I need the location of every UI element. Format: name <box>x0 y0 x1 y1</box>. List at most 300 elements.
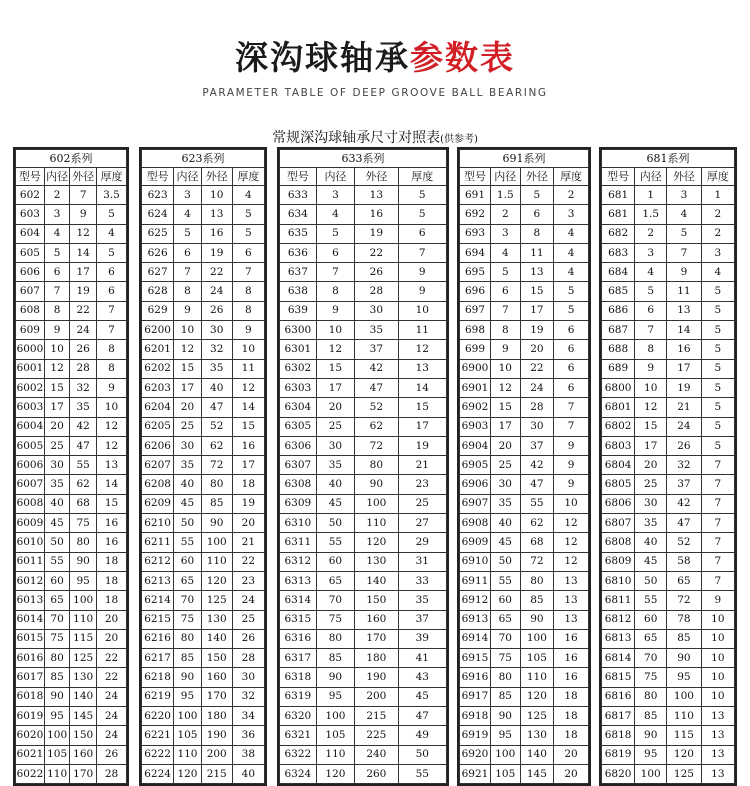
table-cell: 17 <box>174 378 201 397</box>
table-cell: 22 <box>70 301 97 320</box>
table-cell: 5 <box>701 359 734 378</box>
table-cell: 5 <box>490 263 520 282</box>
table-cell: 55 <box>490 571 520 590</box>
table-cell: 623 <box>142 186 174 205</box>
table-cell: 12 <box>635 398 667 417</box>
table-cell: 5 <box>174 224 201 243</box>
table-cell: 11 <box>520 243 554 262</box>
table-cell: 694 <box>460 243 491 262</box>
table-cell: 6814 <box>602 649 635 668</box>
table-cell: 688 <box>602 340 635 359</box>
table-cell: 35 <box>316 456 354 475</box>
table-row <box>460 378 589 397</box>
table-row <box>460 301 589 320</box>
table-cell: 6 <box>97 263 127 282</box>
table-cell: 6011 <box>16 552 45 571</box>
table-cell: 18 <box>554 726 589 745</box>
table-row <box>16 417 127 436</box>
table-cell: 13 <box>554 571 589 590</box>
column-header: 外径 <box>520 168 554 186</box>
table-cell: 9 <box>554 475 589 494</box>
table-cell: 24 <box>232 591 264 610</box>
table-cell: 5 <box>232 205 264 224</box>
table-row <box>142 205 265 224</box>
column-header: 外径 <box>70 168 97 186</box>
table-row <box>460 726 589 745</box>
table-row <box>280 745 447 764</box>
table-cell: 4 <box>635 263 667 282</box>
table-cell: 140 <box>355 571 398 590</box>
table-cell: 8 <box>174 282 201 301</box>
table-row <box>280 629 447 648</box>
table-cell: 47 <box>201 398 232 417</box>
table-cell: 6020 <box>16 726 45 745</box>
table-cell: 85 <box>490 687 520 706</box>
table-cell: 85 <box>316 649 354 668</box>
table-cell: 75 <box>174 610 201 629</box>
table-cell: 4 <box>490 243 520 262</box>
table-cell: 22 <box>97 649 127 668</box>
table-cell: 14 <box>97 475 127 494</box>
table-row <box>602 243 735 262</box>
table-cell: 684 <box>602 263 635 282</box>
table-cell: 35 <box>174 456 201 475</box>
table-cell: 120 <box>201 571 232 590</box>
table-cell: 70 <box>44 610 70 629</box>
table-cell: 95 <box>44 707 70 726</box>
table-row <box>142 514 265 533</box>
table-cell: 6012 <box>16 571 45 590</box>
table-cell: 6204 <box>142 398 174 417</box>
table-cell: 12 <box>70 224 97 243</box>
table-cell: 3 <box>490 224 520 243</box>
table-cell: 12 <box>398 340 446 359</box>
table-cell: 6319 <box>280 687 317 706</box>
table-cell: 75 <box>44 629 70 648</box>
table-row <box>460 224 589 243</box>
table-cell: 12 <box>232 378 264 397</box>
table-cell: 85 <box>174 649 201 668</box>
table-cell: 52 <box>355 398 398 417</box>
table-row <box>280 224 447 243</box>
table-cell: 7 <box>232 263 264 282</box>
table-cell: 635 <box>280 224 317 243</box>
table-row <box>602 707 735 726</box>
table-cell: 6205 <box>142 417 174 436</box>
table-cell: 55 <box>174 533 201 552</box>
table-cell: 3 <box>554 205 589 224</box>
table-cell: 17 <box>316 378 354 397</box>
table-row <box>602 224 735 243</box>
table-cell: 45 <box>398 687 446 706</box>
table-cell: 55 <box>635 591 667 610</box>
table-row <box>142 301 265 320</box>
table-cell: 90 <box>44 687 70 706</box>
table-cell: 45 <box>174 494 201 513</box>
table-cell: 9 <box>635 359 667 378</box>
table-cell: 6802 <box>602 417 635 436</box>
table-cell: 110 <box>70 610 97 629</box>
table-cell: 41 <box>398 649 446 668</box>
table-cell: 638 <box>280 282 317 301</box>
table-cell: 6002 <box>16 378 45 397</box>
table-cell: 13 <box>701 764 734 783</box>
table-cell: 6209 <box>142 494 174 513</box>
series-table-1 <box>13 147 129 786</box>
table-cell: 90 <box>520 610 554 629</box>
table-row <box>142 571 265 590</box>
bearing-table <box>15 149 127 784</box>
table-cell: 100 <box>316 707 354 726</box>
table-cell: 6915 <box>460 649 491 668</box>
table-cell: 15 <box>316 359 354 378</box>
table-cell: 628 <box>142 282 174 301</box>
table-cell: 12 <box>554 533 589 552</box>
table-cell: 6005 <box>16 436 45 455</box>
table-row <box>602 186 735 205</box>
table-cell: 90 <box>174 668 201 687</box>
table-cell: 5 <box>97 243 127 262</box>
table-cell: 6307 <box>280 456 317 475</box>
table-cell: 47 <box>70 436 97 455</box>
table-cell: 5 <box>554 282 589 301</box>
table-cell: 20 <box>97 610 127 629</box>
table-cell: 6803 <box>602 436 635 455</box>
table-cell: 6224 <box>142 764 174 783</box>
table-row <box>602 494 735 513</box>
table-cell: 38 <box>232 745 264 764</box>
series-name: 681系列 <box>602 150 735 168</box>
table-cell: 16 <box>554 629 589 648</box>
table-cell: 6218 <box>142 668 174 687</box>
table-cell: 90 <box>635 726 667 745</box>
table-cell: 15 <box>97 494 127 513</box>
table-cell: 140 <box>520 745 554 764</box>
table-cell: 120 <box>316 764 354 783</box>
table-cell: 24 <box>70 321 97 340</box>
table-cell: 4 <box>554 263 589 282</box>
series-table-4 <box>457 147 591 786</box>
table-row <box>16 707 127 726</box>
table-cell: 11 <box>232 359 264 378</box>
table-row <box>16 359 127 378</box>
table-cell: 33 <box>398 571 446 590</box>
table-cell: 6211 <box>142 533 174 552</box>
table-cell: 13 <box>97 456 127 475</box>
table-row <box>602 282 735 301</box>
table-cell: 22 <box>232 552 264 571</box>
table-row <box>16 571 127 590</box>
table-cell: 7 <box>701 552 734 571</box>
table-cell: 20 <box>554 764 589 783</box>
table-cell: 35 <box>355 321 398 340</box>
table-cell: 37 <box>398 610 446 629</box>
table-cell: 5 <box>701 340 734 359</box>
table-cell: 58 <box>667 552 702 571</box>
table-cell: 6203 <box>142 378 174 397</box>
table-cell: 40 <box>201 378 232 397</box>
table-cell: 85 <box>520 591 554 610</box>
table-cell: 10 <box>490 359 520 378</box>
table-cell: 17 <box>232 456 264 475</box>
table-cell: 9 <box>667 263 702 282</box>
table-cell: 45 <box>44 514 70 533</box>
table-cell: 19 <box>201 243 232 262</box>
table-row <box>16 282 127 301</box>
table-row <box>16 629 127 648</box>
table-cell: 17 <box>398 417 446 436</box>
table-cell: 6908 <box>460 514 491 533</box>
table-cell: 685 <box>602 282 635 301</box>
table-cell: 55 <box>44 552 70 571</box>
table-cell: 15 <box>490 398 520 417</box>
table-cell: 24 <box>201 282 232 301</box>
table-row <box>16 456 127 475</box>
table-cell: 160 <box>70 745 97 764</box>
table-cell: 40 <box>316 475 354 494</box>
table-cell: 13 <box>701 707 734 726</box>
table-cell: 6214 <box>142 591 174 610</box>
table-cell: 13 <box>554 591 589 610</box>
table-cell: 8 <box>520 224 554 243</box>
table-row <box>16 398 127 417</box>
table-cell: 6800 <box>602 378 635 397</box>
table-row <box>460 533 589 552</box>
table-cell: 6901 <box>460 378 491 397</box>
table-cell: 85 <box>667 629 702 648</box>
table-cell: 80 <box>201 475 232 494</box>
table-cell: 6 <box>174 243 201 262</box>
table-row <box>602 668 735 687</box>
table-cell: 32 <box>70 378 97 397</box>
table-cell: 637 <box>280 263 317 282</box>
table-row <box>602 649 735 668</box>
table-cell: 95 <box>635 745 667 764</box>
table-cell: 35 <box>490 494 520 513</box>
table-cell: 85 <box>44 668 70 687</box>
table-cell: 80 <box>70 533 97 552</box>
table-cell: 65 <box>635 629 667 648</box>
series-name: 602系列 <box>16 150 127 168</box>
table-row <box>142 668 265 687</box>
bearing-table <box>141 149 265 784</box>
table-cell: 37 <box>520 436 554 455</box>
table-cell: 6 <box>398 224 446 243</box>
table-cell: 6810 <box>602 571 635 590</box>
table-row <box>280 359 447 378</box>
table-cell: 6322 <box>280 745 317 764</box>
table-cell: 693 <box>460 224 491 243</box>
table-cell: 7 <box>667 243 702 262</box>
table-cell: 50 <box>398 745 446 764</box>
table-cell: 6210 <box>142 514 174 533</box>
table-cell: 7 <box>701 456 734 475</box>
table-cell: 609 <box>16 321 45 340</box>
table-cell: 19 <box>355 224 398 243</box>
table-cell: 42 <box>667 494 702 513</box>
table-cell: 100 <box>44 726 70 745</box>
table-cell: 49 <box>398 726 446 745</box>
table-cell: 6913 <box>460 610 491 629</box>
table-cell: 6007 <box>16 475 45 494</box>
table-cell: 6222 <box>142 745 174 764</box>
table-cell: 22 <box>520 359 554 378</box>
table-cell: 6300 <box>280 321 317 340</box>
table-cell: 7 <box>70 186 97 205</box>
table-cell: 50 <box>490 552 520 571</box>
table-cell: 10 <box>635 378 667 397</box>
table-cell: 15 <box>398 398 446 417</box>
table-cell: 42 <box>520 456 554 475</box>
table-row <box>16 649 127 668</box>
table-row <box>460 398 589 417</box>
table-cell: 6916 <box>460 668 491 687</box>
column-header: 厚度 <box>701 168 734 186</box>
table-cell: 115 <box>70 629 97 648</box>
table-cell: 18 <box>554 707 589 726</box>
table-cell: 45 <box>635 552 667 571</box>
table-row <box>460 243 589 262</box>
series-table-3 <box>277 147 449 786</box>
table-cell: 10 <box>201 186 232 205</box>
table-cell: 150 <box>201 649 232 668</box>
table-cell: 13 <box>398 359 446 378</box>
table-cell: 6813 <box>602 629 635 648</box>
table-cell: 605 <box>16 243 45 262</box>
table-cell: 6014 <box>16 610 45 629</box>
table-cell: 6911 <box>460 571 491 590</box>
table-row <box>280 417 447 436</box>
table-cell: 110 <box>355 514 398 533</box>
table-cell: 12 <box>554 514 589 533</box>
table-row <box>280 764 447 783</box>
table-cell: 30 <box>232 668 264 687</box>
table-cell: 6 <box>554 359 589 378</box>
table-cell: 13 <box>520 263 554 282</box>
table-cell: 28 <box>70 359 97 378</box>
page-title-accent: 参数表 <box>410 38 515 77</box>
table-cell: 6807 <box>602 514 635 533</box>
table-cell: 6306 <box>280 436 317 455</box>
table-cell: 7 <box>635 321 667 340</box>
table-cell: 15 <box>635 417 667 436</box>
table-cell: 627 <box>142 263 174 282</box>
table-row <box>602 514 735 533</box>
table-row <box>142 263 265 282</box>
table-cell: 140 <box>201 629 232 648</box>
table-cell: 8 <box>232 301 264 320</box>
table-cell: 608 <box>16 301 45 320</box>
table-row <box>142 629 265 648</box>
table-cell: 95 <box>490 726 520 745</box>
table-cell: 6212 <box>142 552 174 571</box>
table-cell: 13 <box>554 610 589 629</box>
table-cell: 30 <box>316 436 354 455</box>
column-header: 外径 <box>201 168 232 186</box>
table-cell: 125 <box>70 649 97 668</box>
table-cell: 7 <box>97 301 127 320</box>
table-cell: 4 <box>174 205 201 224</box>
table-cell: 3 <box>701 243 734 262</box>
series-table-5 <box>599 147 737 786</box>
table-row <box>602 378 735 397</box>
table-cell: 19 <box>70 282 97 301</box>
table-cell: 696 <box>460 282 491 301</box>
table-cell: 120 <box>520 687 554 706</box>
table-cell: 150 <box>355 591 398 610</box>
table-cell: 6 <box>44 263 70 282</box>
series-name: 623系列 <box>142 150 265 168</box>
table-cell: 9 <box>232 321 264 340</box>
table-cell: 16 <box>232 436 264 455</box>
table-cell: 3 <box>174 186 201 205</box>
table-cell: 6309 <box>280 494 317 513</box>
table-row <box>602 571 735 590</box>
table-cell: 20 <box>554 745 589 764</box>
column-header: 型号 <box>460 168 491 186</box>
table-cell: 6 <box>232 243 264 262</box>
table-cell: 607 <box>16 282 45 301</box>
table-cell: 75 <box>635 668 667 687</box>
table-cell: 80 <box>520 571 554 590</box>
table-cell: 105 <box>316 726 354 745</box>
table-row <box>142 610 265 629</box>
table-cell: 22 <box>97 668 127 687</box>
table-cell: 2 <box>554 186 589 205</box>
table-cell: 5 <box>701 301 734 320</box>
table-cell: 17 <box>667 359 702 378</box>
bearing-table <box>459 149 589 784</box>
table-cell: 6015 <box>16 629 45 648</box>
table-cell: 10 <box>316 321 354 340</box>
table-row <box>460 571 589 590</box>
table-cell: 43 <box>398 668 446 687</box>
table-row <box>602 552 735 571</box>
table-row <box>142 726 265 745</box>
table-cell: 6808 <box>602 533 635 552</box>
table-cell: 6801 <box>602 398 635 417</box>
table-cell: 100 <box>174 707 201 726</box>
table-cell: 35 <box>398 591 446 610</box>
table-row <box>602 321 735 340</box>
table-cell: 30 <box>201 321 232 340</box>
table-row <box>142 745 265 764</box>
table-cell: 55 <box>70 456 97 475</box>
table-cell: 8 <box>97 340 127 359</box>
table-cell: 200 <box>355 687 398 706</box>
table-cell: 55 <box>520 494 554 513</box>
table-cell: 85 <box>635 707 667 726</box>
table-cell: 6816 <box>602 687 635 706</box>
table-row <box>280 243 447 262</box>
table-cell: 190 <box>201 726 232 745</box>
table-row <box>16 224 127 243</box>
table-title-note: (供参考) <box>440 134 478 145</box>
table-row <box>16 301 127 320</box>
table-row <box>460 591 589 610</box>
table-cell: 1 <box>701 186 734 205</box>
table-cell: 26 <box>70 340 97 359</box>
table-cell: 6006 <box>16 456 45 475</box>
table-cell: 70 <box>316 591 354 610</box>
table-row <box>460 668 589 687</box>
table-cell: 16 <box>97 533 127 552</box>
table-cell: 4 <box>316 205 354 224</box>
table-cell: 3 <box>635 243 667 262</box>
table-cell: 45 <box>490 533 520 552</box>
table-row <box>16 263 127 282</box>
table-cell: 120 <box>355 533 398 552</box>
